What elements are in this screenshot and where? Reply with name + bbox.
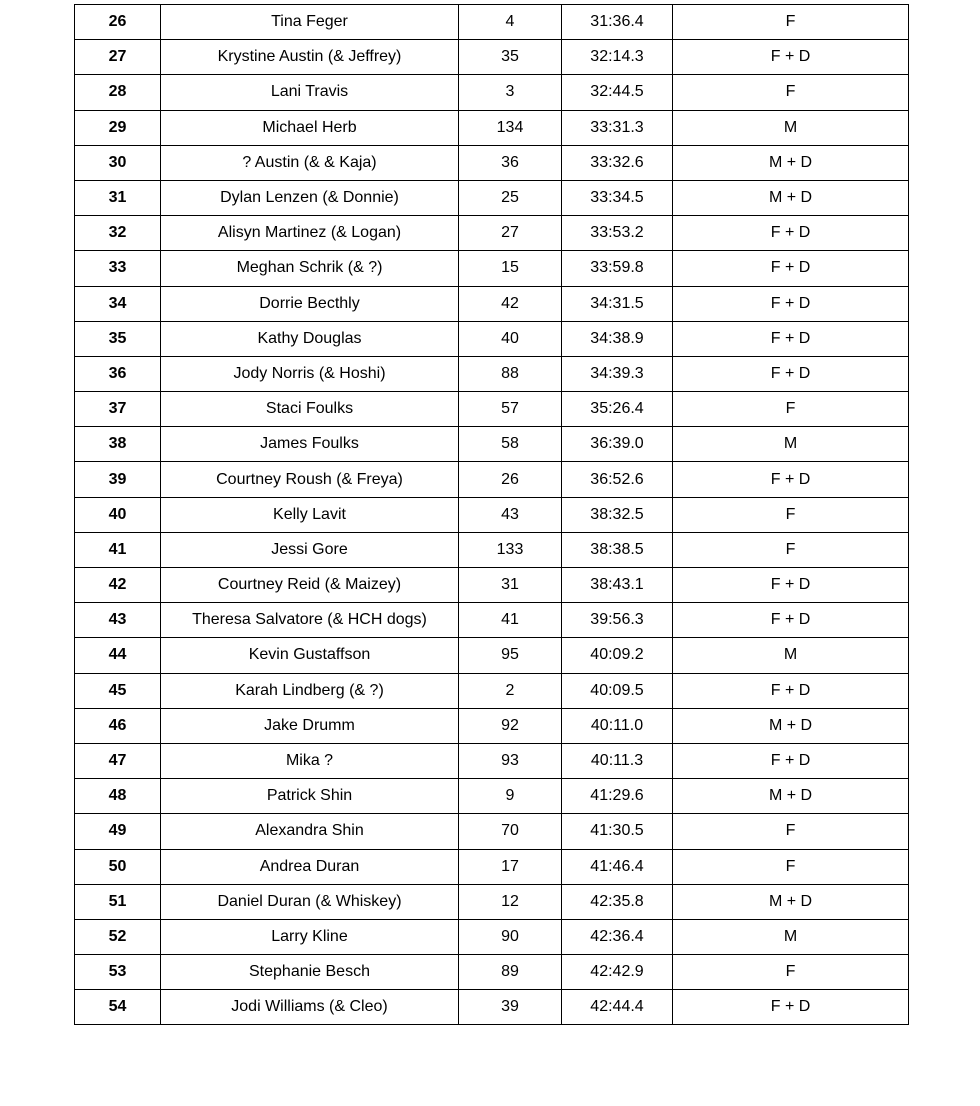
bib-cell: 25 [459, 180, 562, 215]
category-cell: M + D [673, 708, 909, 743]
name-cell: Jodi Williams (& Cleo) [161, 990, 459, 1025]
place-cell: 30 [75, 145, 161, 180]
place-cell: 32 [75, 216, 161, 251]
category-cell: F + D [673, 216, 909, 251]
time-cell: 41:46.4 [562, 849, 673, 884]
name-cell: ? Austin (& & Kaja) [161, 145, 459, 180]
place-cell: 37 [75, 392, 161, 427]
category-cell: F + D [673, 568, 909, 603]
category-cell: F [673, 75, 909, 110]
name-cell: Staci Foulks [161, 392, 459, 427]
table-row [75, 462, 909, 497]
name-cell: Lani Travis [161, 75, 459, 110]
name-cell: Kathy Douglas [161, 321, 459, 356]
bib-cell: 93 [459, 743, 562, 778]
table-row [75, 884, 909, 919]
bib-cell: 133 [459, 532, 562, 567]
table-row [75, 321, 909, 356]
time-cell: 38:43.1 [562, 568, 673, 603]
bib-cell: 43 [459, 497, 562, 532]
time-cell: 41:29.6 [562, 779, 673, 814]
table-row [75, 5, 909, 40]
bib-cell: 70 [459, 814, 562, 849]
table-row [75, 673, 909, 708]
place-cell: 49 [75, 814, 161, 849]
table-row [75, 568, 909, 603]
category-cell: F + D [673, 321, 909, 356]
category-cell: M + D [673, 145, 909, 180]
table-row [75, 180, 909, 215]
category-cell: M + D [673, 884, 909, 919]
name-cell: Andrea Duran [161, 849, 459, 884]
table-row [75, 708, 909, 743]
table-row [75, 603, 909, 638]
table-row [75, 392, 909, 427]
name-cell: Patrick Shin [161, 779, 459, 814]
place-cell: 44 [75, 638, 161, 673]
bib-cell: 15 [459, 251, 562, 286]
time-cell: 39:56.3 [562, 603, 673, 638]
place-cell: 31 [75, 180, 161, 215]
place-cell: 51 [75, 884, 161, 919]
name-cell: Michael Herb [161, 110, 459, 145]
time-cell: 36:52.6 [562, 462, 673, 497]
bib-cell: 90 [459, 919, 562, 954]
table-row [75, 814, 909, 849]
category-cell: F [673, 532, 909, 567]
place-cell: 50 [75, 849, 161, 884]
table-row [75, 40, 909, 75]
bib-cell: 89 [459, 955, 562, 990]
name-cell: Larry Kline [161, 919, 459, 954]
time-cell: 34:39.3 [562, 356, 673, 391]
bib-cell: 58 [459, 427, 562, 462]
table-row [75, 497, 909, 532]
table-row [75, 779, 909, 814]
place-cell: 41 [75, 532, 161, 567]
table-row [75, 638, 909, 673]
place-cell: 52 [75, 919, 161, 954]
category-cell: F + D [673, 462, 909, 497]
place-cell: 48 [75, 779, 161, 814]
table-row [75, 110, 909, 145]
category-cell: F + D [673, 603, 909, 638]
place-cell: 29 [75, 110, 161, 145]
bib-cell: 12 [459, 884, 562, 919]
name-cell: Theresa Salvatore (& HCH dogs) [161, 603, 459, 638]
time-cell: 38:38.5 [562, 532, 673, 567]
table-row [75, 145, 909, 180]
place-cell: 40 [75, 497, 161, 532]
time-cell: 32:44.5 [562, 75, 673, 110]
table-row [75, 532, 909, 567]
time-cell: 33:32.6 [562, 145, 673, 180]
table-row [75, 990, 909, 1025]
place-cell: 42 [75, 568, 161, 603]
time-cell: 34:31.5 [562, 286, 673, 321]
name-cell: Jessi Gore [161, 532, 459, 567]
bib-cell: 36 [459, 145, 562, 180]
name-cell: James Foulks [161, 427, 459, 462]
results-table [74, 4, 909, 1025]
name-cell: Stephanie Besch [161, 955, 459, 990]
bib-cell: 88 [459, 356, 562, 391]
category-cell: M + D [673, 180, 909, 215]
place-cell: 28 [75, 75, 161, 110]
time-cell: 38:32.5 [562, 497, 673, 532]
place-cell: 36 [75, 356, 161, 391]
bib-cell: 92 [459, 708, 562, 743]
name-cell: Karah Lindberg (& ?) [161, 673, 459, 708]
category-cell: F + D [673, 40, 909, 75]
bib-cell: 134 [459, 110, 562, 145]
category-cell: F + D [673, 673, 909, 708]
time-cell: 36:39.0 [562, 427, 673, 462]
time-cell: 42:42.9 [562, 955, 673, 990]
bib-cell: 27 [459, 216, 562, 251]
category-cell: M [673, 638, 909, 673]
category-cell: F + D [673, 743, 909, 778]
bib-cell: 41 [459, 603, 562, 638]
bib-cell: 40 [459, 321, 562, 356]
table-row [75, 216, 909, 251]
category-cell: M + D [673, 779, 909, 814]
category-cell: F [673, 849, 909, 884]
bib-cell: 26 [459, 462, 562, 497]
table-row [75, 286, 909, 321]
category-cell: F [673, 5, 909, 40]
place-cell: 26 [75, 5, 161, 40]
results-body [75, 5, 909, 1025]
name-cell: Alexandra Shin [161, 814, 459, 849]
table-row [75, 251, 909, 286]
place-cell: 46 [75, 708, 161, 743]
table-row [75, 849, 909, 884]
name-cell: Mika ? [161, 743, 459, 778]
place-cell: 43 [75, 603, 161, 638]
name-cell: Meghan Schrik (& ?) [161, 251, 459, 286]
place-cell: 33 [75, 251, 161, 286]
time-cell: 40:11.0 [562, 708, 673, 743]
place-cell: 27 [75, 40, 161, 75]
place-cell: 47 [75, 743, 161, 778]
category-cell: F + D [673, 251, 909, 286]
time-cell: 42:36.4 [562, 919, 673, 954]
time-cell: 42:35.8 [562, 884, 673, 919]
name-cell: Daniel Duran (& Whiskey) [161, 884, 459, 919]
bib-cell: 17 [459, 849, 562, 884]
time-cell: 42:44.4 [562, 990, 673, 1025]
name-cell: Courtney Roush (& Freya) [161, 462, 459, 497]
name-cell: Alisyn Martinez (& Logan) [161, 216, 459, 251]
name-cell: Krystine Austin (& Jeffrey) [161, 40, 459, 75]
table-row [75, 356, 909, 391]
bib-cell: 3 [459, 75, 562, 110]
place-cell: 38 [75, 427, 161, 462]
name-cell: Kelly Lavit [161, 497, 459, 532]
category-cell: F [673, 497, 909, 532]
category-cell: F [673, 392, 909, 427]
bib-cell: 95 [459, 638, 562, 673]
name-cell: Jake Drumm [161, 708, 459, 743]
table-row [75, 743, 909, 778]
time-cell: 40:09.2 [562, 638, 673, 673]
bib-cell: 35 [459, 40, 562, 75]
time-cell: 35:26.4 [562, 392, 673, 427]
category-cell: F [673, 955, 909, 990]
time-cell: 33:53.2 [562, 216, 673, 251]
time-cell: 32:14.3 [562, 40, 673, 75]
bib-cell: 31 [459, 568, 562, 603]
table-row [75, 427, 909, 462]
category-cell: F [673, 814, 909, 849]
table-row [75, 75, 909, 110]
time-cell: 41:30.5 [562, 814, 673, 849]
bib-cell: 9 [459, 779, 562, 814]
name-cell: Kevin Gustaffson [161, 638, 459, 673]
category-cell: M [673, 110, 909, 145]
place-cell: 34 [75, 286, 161, 321]
bib-cell: 42 [459, 286, 562, 321]
time-cell: 33:31.3 [562, 110, 673, 145]
category-cell: F + D [673, 286, 909, 321]
time-cell: 33:59.8 [562, 251, 673, 286]
name-cell: Tina Feger [161, 5, 459, 40]
bib-cell: 2 [459, 673, 562, 708]
category-cell: M [673, 427, 909, 462]
category-cell: F + D [673, 990, 909, 1025]
place-cell: 45 [75, 673, 161, 708]
bib-cell: 4 [459, 5, 562, 40]
name-cell: Dylan Lenzen (& Donnie) [161, 180, 459, 215]
place-cell: 39 [75, 462, 161, 497]
name-cell: Dorrie Becthly [161, 286, 459, 321]
place-cell: 53 [75, 955, 161, 990]
place-cell: 54 [75, 990, 161, 1025]
category-cell: M [673, 919, 909, 954]
table-row [75, 955, 909, 990]
time-cell: 40:11.3 [562, 743, 673, 778]
time-cell: 33:34.5 [562, 180, 673, 215]
time-cell: 34:38.9 [562, 321, 673, 356]
bib-cell: 57 [459, 392, 562, 427]
time-cell: 31:36.4 [562, 5, 673, 40]
category-cell: F + D [673, 356, 909, 391]
bib-cell: 39 [459, 990, 562, 1025]
table-row [75, 919, 909, 954]
time-cell: 40:09.5 [562, 673, 673, 708]
place-cell: 35 [75, 321, 161, 356]
name-cell: Courtney Reid (& Maizey) [161, 568, 459, 603]
name-cell: Jody Norris (& Hoshi) [161, 356, 459, 391]
